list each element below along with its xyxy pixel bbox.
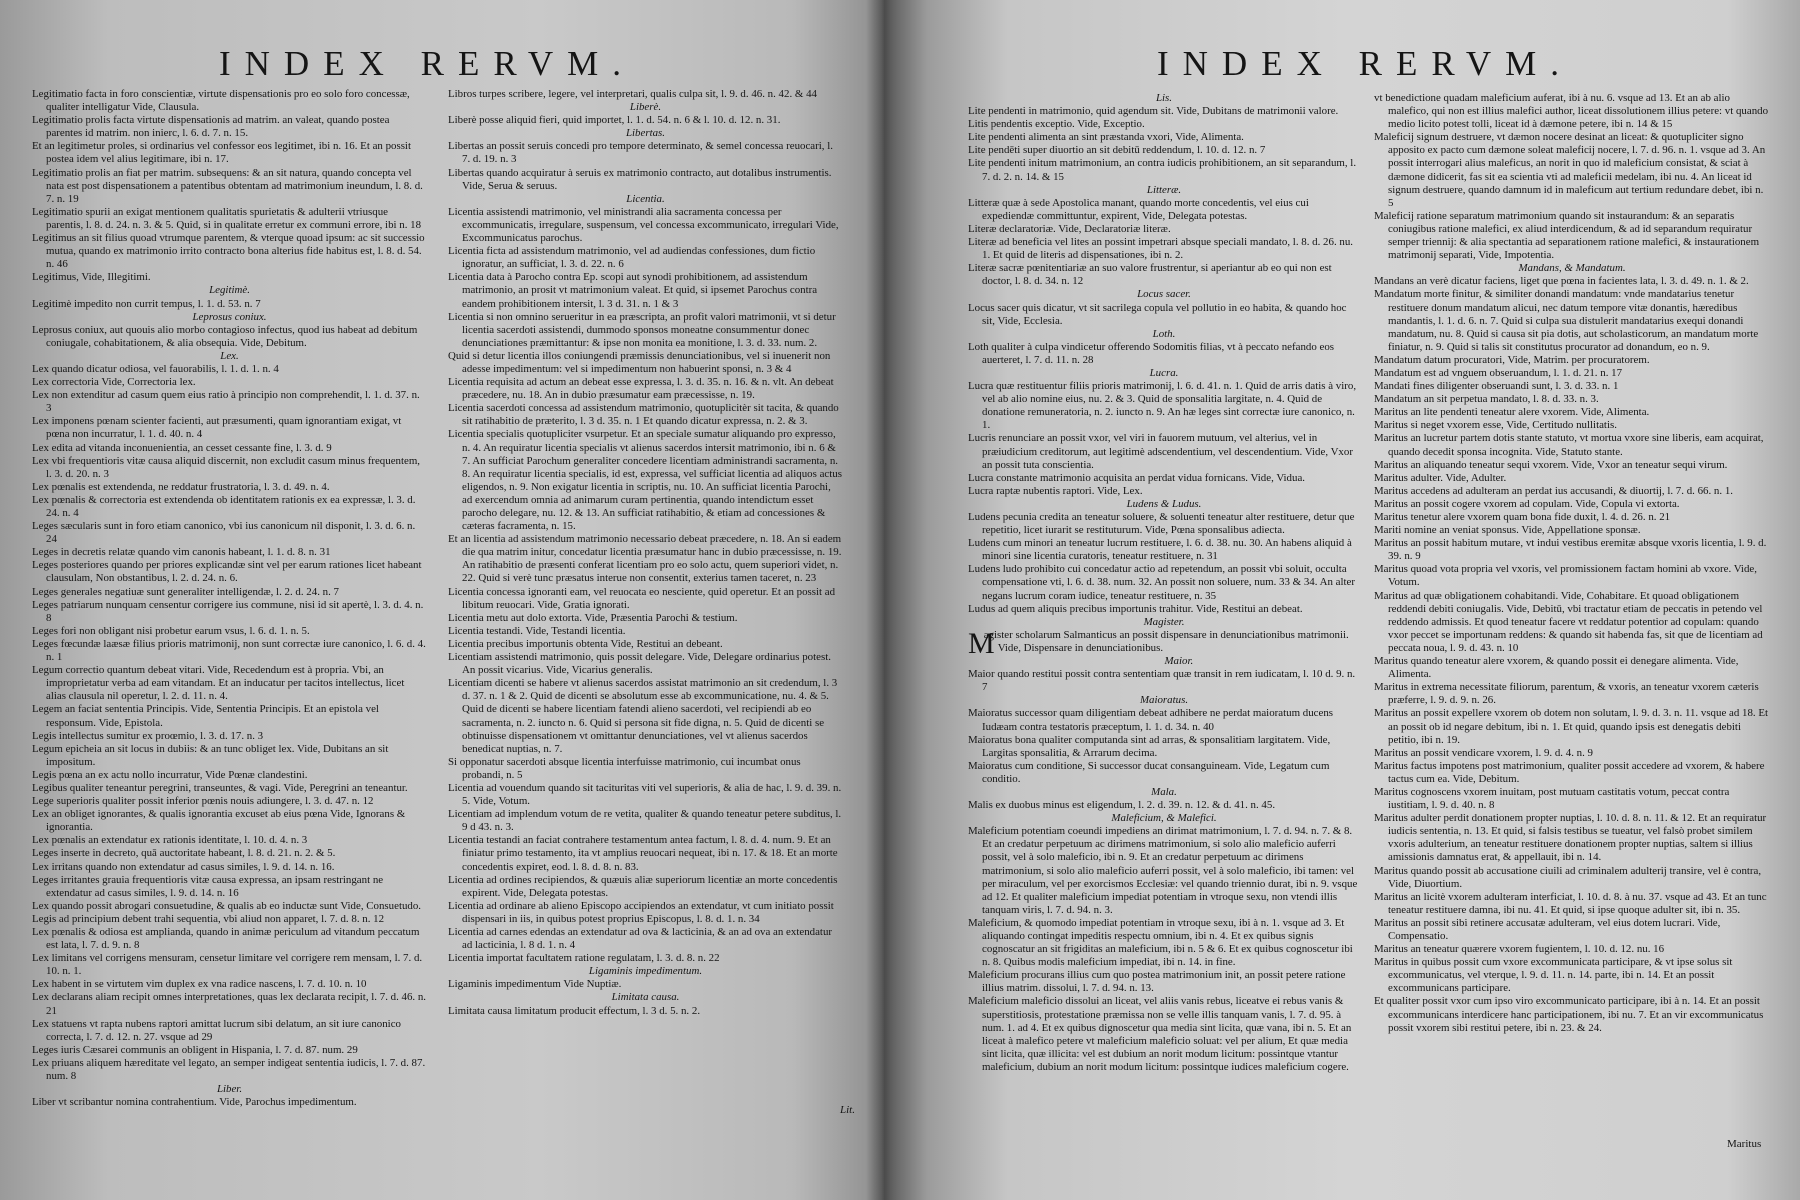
index-entry: Litteræ quæ à sede Apostolica manant, quando morte concedentis, vel eius cui expediendæ committuntur, expirent, Vide, Delegata potestas. <box>968 196 1309 222</box>
index-entry: Maritus quando possit ab accusatione ciuili ad criminalem adulterij transire, vel è contra, Vide, Diuortium. <box>1374 864 1762 890</box>
index-heading: Loth. <box>1152 327 1176 340</box>
index-heading: Locus sacer. <box>1137 288 1191 301</box>
index-entry: Maritus cognoscens vxorem inuitam, post mutuam castitatis votum, peccat contra iustitiam, l. 9. d. 40. n. 8 <box>1374 785 1730 812</box>
index-entry: Lex limitans vel corrigens mensuram, censetur limitare vel corrigere rem mensam, l. 7. d. 10. n. 1. <box>32 952 423 978</box>
index-entry: Licentia ficta ad assistendum matrimonio, vel ad audiendas confessiones, dum fictio ignoratur, an sufficiat, l. 3. d. 22. n. 6 <box>448 245 816 271</box>
index-entry: Legibus qualiter teneantur peregrini, transeuntes, & vagi. Vide, Peregrini an teneantur. <box>32 781 408 794</box>
index-entry: Lucra raptæ nubentis raptori. Vide, Lex. <box>968 484 1143 497</box>
index-entry: Lex statuens vt rapta nubens raptori amittat lucrum sibi delatum, an sit iure canonico correcta, l. 7. d. 12. n. 27. vsque ad 29 <box>32 1017 401 1043</box>
index-heading: Maior. <box>1164 655 1194 668</box>
index-entry: Mandatum morte finitur, & similiter donandi mandatum: vnde mandatarius tenetur restituere donum mandatum alicui, nec datum tempore vitæ donantis, hæredibus mandantis, l. 1. d. 6. n. 7. Quid si culpa sua distulerit mandatarius exequi donandi mandatum, nu. 8. Quid si causa sit pia dotis, aut scholasticorum, an mandatum morte finiatur, n. 9. Quid si talis sit constitutus procurator ad donandum, eo n. 9. <box>1374 288 1759 353</box>
index-entry: Licentia ad carnes edendas an extendatur ad ova & lacticinia, & an ad ova an extendatur ad lacticinia, l. 8 d. 1. n. 4 <box>448 926 833 952</box>
index-entry: Leprosus coniux, aut quouis alio morbo contagioso infectus, quod ius habeat ad debitum coniugale, cohabitationem, & alia obsequia. Vide, Debitum. <box>32 323 418 349</box>
index-entry: Maior quando restitui possit contra sententiam quæ transit in rem iudicatam, l. 10 d. 9. n. 7 <box>968 668 1356 694</box>
index-entry: Maioratus successor quam diligentiam debeat adhibere ne perdat maioratum ducens Iudæam contra testatoris præceptum, l. 1. d. 34. n. 40 <box>968 707 1334 733</box>
index-entry: Leges iuris Cæsarei communis an obligent in Hispania, l. 7. d. 87. num. 29 <box>32 1043 358 1056</box>
index-entry: Licentia ad ordinare ab alieno Episcopo accipiendos an extendatur, vt cum initiato possit dispensari in iis, in quibus potest proprius Episcopus, l. 8. d. 1. n. 34 <box>448 899 834 925</box>
index-entry: Maritus accedens ad adulteram an perdat ius accusandi, & diuortij, l. 7. d. 66. n. 1. <box>1374 484 1733 497</box>
index-heading: Limitata causa. <box>611 991 680 1004</box>
index-entry: Mandatum est ad vnguem obseruandum, l. 1. d. 21. n. 17 <box>1374 366 1623 379</box>
index-heading: Leprosus coniux. <box>192 310 267 323</box>
index-entry: Lex irritans quando non extendatur ad casus similes, l. 9. d. 14. n. 16. <box>32 860 335 873</box>
left-column-2 <box>448 88 843 1018</box>
index-entry: Legis intellectus sumitur ex proœmio, l. 3. d. 17. n. 3 <box>32 729 264 742</box>
index-entry: Maritus an lite pendenti teneatur alere vxorem. Vide, Alimenta. <box>1374 406 1650 419</box>
index-entry: Ludens pecunia credita an teneatur soluere, & soluenti teneatur alter restituere, detur que repetitio, licet iurarit se restituturum. Vide, Pœna sponsalibus adiecta. <box>968 511 1355 537</box>
index-entry: Lex imponens pœnam scienter facienti, aut præsumenti, quam ignorantiam exigat, vt pœna non incurratur, l. 1. d. 40. n. 4 <box>32 415 402 441</box>
index-entry: Legitimatio spurii an exigat mentionem qualitatis spurietatis & adulterii vtriusque parentis, l. 8. d. 24. n. 3. & 5. Quid, si in qualitate erretur ex communi errore, ibi n. 18 <box>32 205 422 231</box>
index-entry: Malis ex duobus minus est eligendum, l. 2. d. 39. n. 12. & d. 41. n. 45. <box>968 799 1276 812</box>
index-entry: Ludens cum minori an teneatur lucrum restituere, l. 6. d. 38. nu. 30. An habens aliquid à minori sine licentia curatoris, teneatur restituere, n. 31 <box>968 537 1352 563</box>
index-entry: Licentia ad ordines recipiendos, & quæuis aliæ superiorum licentiæ an morte concedentis expirent. Vide, Delegata potestas. <box>448 873 838 899</box>
index-entry: Maritus an possit vendicare vxorem, l. 9. d. 4. n. 9 <box>1374 746 1593 759</box>
index-entry: Literæ ad beneficia vel lites an possint impetrari absque speciali mandato, l. 8. d. 26. nu. 1. Et quid de literis ad dispensationes, ibi n. 2. <box>968 236 1354 262</box>
index-entry: Maleficium potentiam coeundi impediens an dirimat matrimonium, l. 7. d. 94. n. 7. & 8. Et an credatur perpetuum ac dirimens matrimonium, si solo alio maleficio auferri possit, vel à solo maleficio, ibi n. 9. Et an credatur perpetuum ac dirimens matrimonium, si solo alio maleficio auferri possit, vel à solo maleficio, ibi tamen: vel per miraculum, vel per exorcismos Ecclesiæ: vel quando triennio durat, ibi n. 9. vsque ad 12. Et qualiter maleficium impediat potentiam in vtroque sexu, non vtendi illis tanquam viris, l. 7. d. 94. n. 3. <box>968 825 1358 916</box>
index-entry: Maritus ad quæ obligationem cohabitandi. Vide, Cohabitare. Et quoad obligationem reddendi debiti coniugalis. Vide, Debitū, vbi tractatur etiam de peccatis in petendo vel reddendo admissis. Et quod teneatur facere vt reddatur potentior ad copulam: quando vxor peccet se importunam reddens: & quando sit habenda fas, sit que de licentiam ad peccata noua, l. 9. d. 43. n. 10 <box>1374 589 1763 654</box>
index-entry: Leges posteriores quando per priores explicandæ sint vel per earum rationes licet habeant clausulam, Non obstantibus, l. 2. d. 24. n. 6. <box>32 559 422 585</box>
index-entry-text: agister scholarum Salmanticus an possit dispensare in denunciationibus matrimonii. Vide, Dispensare in denunciationibus. <box>983 628 1349 654</box>
index-entry: Licentia sacerdoti concessa ad assistendum matrimonio, quotuplicitèr sit tacita, & quando sit ratihabitio de præterito, l. 3 d. 35. n. 1 Et quando dicatur expressa, n. 2. & 3. <box>448 402 839 428</box>
index-entry: Quid si detur licentia illos coniungendi præmissis denunciationibus, vel si inuenerit non adesse impedimentum: vel si impedimentum non habuerint sponsi, n. 3 & 4 <box>448 349 831 375</box>
index-heading: Lis. <box>1155 92 1173 104</box>
index-entry: Licentia importat facultatem ratione regulatam, l. 3. d. 8. n. 22 <box>448 952 720 965</box>
index-entry: Leges generales negatiuæ sunt generaliter intelligendæ, l. 2. d. 24. n. 7 <box>32 585 339 598</box>
index-entry: Licentia assistendi matrimonio, vel ministrandi alia sacramenta concessa per excommunicatis, irregulare, suspensum, vel concessa excommunicato, irregulari Vide, Excommunicatus parochus. <box>448 205 839 245</box>
index-entry: Licentia requisita ad actum an debeat esse expressa, l. 3. d. 35. n. 16. & n. vlt. An debeat præcedere, nu. 18. An in dubio præsumatur eam præcessisse, n. 19. <box>448 376 834 402</box>
index-entry: Mariti nomine an veniat sponsus. Vide, Appellatione sponsæ. <box>1374 524 1641 537</box>
index-entry: Lex correctoria Vide, Correctoria lex. <box>32 376 196 389</box>
index-entry: Legum epicheia an sit locus in dubiis: & an tunc obliget lex. Vide, Dubitans an sit impositum. <box>32 742 389 768</box>
index-entry: Legitimatio prolis an fiat per matrim. subsequens: & an sit natura, quando concepta vel nata est post dispensationem a patentibus obtentam ad matrimonium ineundum, l. 8. d. 7. n. 19 <box>32 166 423 205</box>
index-entry: Liberè posse aliquid fieri, quid importet, l. 1. d. 54. n. 6 & l. 10. d. 12. n. 31. <box>448 114 781 127</box>
index-entry: Maleficij signum destruere, vt dæmon nocere desinat an liceat: & quotupliciter signo apposito ex pacto cum dæmone soleat maleficij nocere, l. 7. d. 96. n. 1. vsque ad 3. An possit interrogari alius maleficus, an norit in quo id maleficium consistat, & sciat à dæmone didicerit, fas sit ea scientia vti ad maleficii medelam, ibi nu. 4. An liceat id signum destruere, quando damnum id in maleficum aut tertium redundare debet, ibi n. 5 <box>1374 131 1766 209</box>
index-entry: Locus sacer quis dicatur, vt sit sacrilega copula vel pollutio in eo habita, & quando hoc sit, Vide, Ecclesia. <box>968 301 1347 327</box>
index-entry: Licentia testandi. Vide, Testandi licentia. <box>448 624 626 637</box>
index-entry: Maleficium, & quomodo impediat potentiam in vtroque sexu, ibi à n. 1. vsque ad 3. Et aliquando contingat impeditis respectu omnium, ibi n. 4. Et ex quibus signis cognoscatur an sit frigiditas an maleficium, ibi n. 5 & 6. Et ex quibus cognoscetur ibi n. 8. Quibus modis maleficium impediat, ibi n. 14. in fine. <box>968 916 1353 969</box>
left-page <box>28 0 866 1200</box>
index-entry: Leges inserte in decreto, quā auctoritate habeant, l. 8. d. 21. n. 2. & 5. <box>32 847 336 860</box>
index-entry: Libertas quando acquiratur à seruis ex matrimonio contracto, aut dotalibus instrumentis. Vide, Serua & seruus. <box>448 166 832 192</box>
index-entry: Licentia specialis quotupliciter vsurpetur. Et an speciale sumatur aliquando pro expresso, n. 4. An requiratur licentia specialis vt alienus sacerdos intersit matrimonio, ibi n. 6 & 7. An sufficiat Parochum generaliter concedere licentiam administrandi sacramenta, n. 8. An requiratur licentia specialis, id est, expressa, vel sufficiat licentia ad aliquos actus eligendos, n. 9. Non exigatur licentia in scriptis, nu. 10. An sufficiat licentia Parochi, ad exercendum omnia ad animarum curam pertinentia, quando intendictum esset parocho delegare, nu. 12. & 13. An sufficiat ratihabitio, & etiam ad concessiones & cæteras facramenta, n. 15. <box>448 428 842 533</box>
index-entry: Maritus factus impotens post matrimonium, qualiter possit accedere ad vxorem, & habere tactus cum ea. Vide, Debitum. <box>1374 759 1765 785</box>
drop-capital: M <box>968 626 995 660</box>
index-entry: Licentia testandi an faciat contrahere testamentum antea factum, l. 8. d. 4. num. 9. Et an finiatur primo testamento, ita vt amplius reuocari nequeat, ibi n. 17. & 18. Et an morte concedentis expiret, eod. l. 8. d. 8. n. 83. <box>448 834 838 873</box>
index-entry: Lex habent in se virtutem vim duplex ex vna radice nascens, l. 7. d. 10. n. 10 <box>32 978 367 991</box>
index-entry: Lex an obliget ignorantes, & qualis ignorantia excuset ab eius pœna Vide, Ignorans & ignorantia. <box>32 808 406 834</box>
index-entry: Legis ad principium debent trahi sequentia, vbi aliud non apparet, l. 7. d. 8. n. 12 <box>32 912 385 925</box>
right-column-2 <box>1374 92 1770 1035</box>
index-entry: Maritus an possit habitum mutare, vt indui vestibus eremitæ absque vxoris licentia, l. 9. d. 39. n. 9 <box>1374 537 1767 563</box>
index-entry: Leges irritantes grauia frequentioris vitæ causa expressa, an ipsam restringant ne extendatur ad casus similes, l. 9. d. 14. n. 16 <box>32 873 384 899</box>
index-entry: Legitimus an sit filius quoad vtrumque parentem, & vterque quoad ipsum: ac sit successio mutua, quando ex matrimonio irrito contracto bona alterius fide habitus est, l. 8. d. 54. n. 46 <box>32 232 425 271</box>
index-entry: Libertas an possit seruis concedi pro tempore determinato, & semel concessa reuocari, l. 7. d. 19. n. 3 <box>448 140 833 166</box>
index-entry: Mandatum an sit perpetua mandato, l. 8. d. 33. n. 3. <box>1374 393 1599 406</box>
index-heading: Litteræ. <box>1146 183 1182 196</box>
index-entry: Legis pœna an ex actu nollo incurratur, Vide Pœnæ clandestini. <box>32 768 308 781</box>
index-entry: Legitimatio facta in foro conscientiæ, virtute dispensationis pro eo solo foro concessæ, qualiter intelligatur Vide, Clausula. <box>32 88 410 114</box>
index-heading: Liberè. <box>629 101 662 114</box>
index-entry: Ludens ludo prohibito cui concedatur actio ad repetendum, an possit vbi soluit, occulta compensatione vti, l. 6. d. 38. num. 32. An possit non soluere, num. 33 & 34. An alter negans lucrum coram iudice, teneatur restituere, n. 35 <box>968 563 1355 602</box>
index-heading: Lex. <box>220 349 239 362</box>
index-entry: Mandatum datum procuratori, Vide, Matrim. per procuratorem. <box>1374 353 1650 366</box>
index-entry: Lite pendenti in matrimonio, quid agendum sit. Vide, Dubitans de matrimonii valore. <box>968 105 1339 118</box>
index-entry: Lex edita ad vitanda inconuenientia, an cesset cessante fine, l. 3. d. 9 <box>32 441 332 454</box>
index-entry: Maritus in quibus possit cum vxore excommunicata participare, & vt ipse solus sit excommunicatus, vel vterque, l. 9. d. 11. n. 14. parte, ibi n. 14. Et an possit excommunicans participare. <box>1374 956 1733 995</box>
index-entry: Lucris renunciare an possit vxor, vel viri in fauorem mutuum, vel alterius, vel in præiudicium creditorum, aut legitimè adscendentium, vel descendentium. Vide, Vxor an possit tuta conscientia. <box>968 432 1353 471</box>
right-column-1 <box>968 92 1360 1074</box>
index-heading: Licentia. <box>626 192 665 205</box>
index-entry: Lex pœnalis & correctoria est extendenda ob identitatem rationis ex ea expressæ, l. 3. d. 24. n. 4 <box>32 493 416 519</box>
index-entry: Maritus adulter perdit donationem propter nuptias, l. 10. d. 8. n. 11. & 12. Et an requiratur iudicis sententia, n. 13. Et quid, si falsis testibus se tueatur, vel falsò probet similem vxoris adulterium, an teneatur restituere donationem propter nuptias, saltem si illius amissionis damnatus erat, & appellauit, ibi n. 14. <box>1374 812 1767 864</box>
index-entry: Legum correctio quantum debeat vitari. Vide, Recedendum est à propria. Vbi, an improprietatur verba ad eam vitandam. Et an inducatur per tacitos intellectus, licet alias clausula nil operetur, l. 2. d. 11. n. 4. <box>32 664 405 703</box>
index-entry: Maritus an possit expellere vxorem ob dotem non solutam, l. 9. d. 3. n. 11. vsque ad 18. Et an possit ob id negare debitum, ibi n. 1. Et quid, quando ipsis est denegatis debiti petitio, ibi n. 19. <box>1374 707 1769 746</box>
index-entry: Ludus ad quem aliquis precibus importunis trahitur. Vide, Restitui an debeat. <box>968 602 1303 615</box>
index-heading: Ligaminis impedimentum. <box>588 965 703 978</box>
index-entry: Leges fœcundæ laæsæ filius prioris matrimonij, non sunt correctæ iure canonico, l. 6. d. 4. n. 1 <box>32 637 426 664</box>
index-entry: Leges in decretis relatæ quando vim canonis habeant, l. 1. d. 8. n. 31 <box>32 546 331 559</box>
index-entry: Litis pendentis exceptio. Vide, Exceptio. <box>968 118 1145 131</box>
index-entry: Maritus quando teneatur alere vxorem, & quando possit ei denegare alimenta. Vide, Alimenta. <box>1374 655 1739 681</box>
index-entry: Maritus an lucretur partem dotis stante statuto, vt mortua vxore sine liberis, eam acquirat, quando decedit sponsa incognita. Vide, Statuto stante. <box>1374 432 1764 458</box>
index-entry: Lite pendenti alimenta an sint præstanda vxori, Vide, Alimenta. <box>968 131 1244 144</box>
index-entry: Maritus an possit cogere vxorem ad copulam. Vide, Copula vi extorta. <box>1374 497 1680 510</box>
index-entry: Lex pœnalis an extendatur ex rationis identitate, l. 10. d. 4. n. 3 <box>32 834 308 847</box>
index-entry: Legem an faciat sententia Principis. Vide, Sententia Principis. Et an epistola vel responsum. Vide, Epistola. <box>32 703 379 729</box>
index-heading: Liber. <box>216 1083 243 1096</box>
index-entry: Maleficium procurans illius cum quo postea matrimonium init, an possit petere ratione illius matrim. dissolui, l. 7. d. 94. n. 13. <box>968 969 1346 995</box>
index-entry: Lege superioris qualiter possit inferior pœnis nouis adiungere, l. 3. d. 47. n. 12 <box>32 795 374 808</box>
index-entry: Limitata causa limitatum producit effectum, l. 3 d. 5. n. 2. <box>448 1004 701 1017</box>
index-heading: Lucra. <box>1149 366 1179 379</box>
index-heading: Libertas. <box>625 127 666 140</box>
index-entry: Et qualiter possit vxor cum ipso viro excommunicato participare, ibi à n. 14. Et an possit excommunicans interdicere hanc participationem, ibi nu. 7. Et an vir excommunicatus possit vxorem sibi restitui petere, ibi n. 23. & 24. <box>1374 995 1764 1034</box>
index-entry: Legitimatio prolis facta virtute dispensationis ad matrim. an valeat, quando postea parentes id matrim. non inierc, l. 6. d. 7. n. 15. <box>32 114 390 140</box>
index-entry: Maritus an aliquando teneatur sequi vxorem. Vide, Vxor an teneatur sequi virum. <box>1374 458 1728 471</box>
index-heading: Magister. <box>1143 615 1185 628</box>
index-entry: Licentia ad vouendum quando sit tacituritas viti vel superioris, & alia de hac, l. 9. d. 39. n. 5. Vide, Votum. <box>448 781 842 808</box>
index-heading: Mandans, & Mandatum. <box>1518 262 1626 275</box>
index-entry: Et an licentia ad assistendum matrimonio necessario debeat præcedere, n. 18. An si eadem die qua matrim initur, concedatur licentia præsumatur hanc in dubio præcessisse, n. 19. An ratihabitio de præsenti conferat licentiam pro eo solo actu, quem superiori videt, n. 22. Quid si verè tunc præsatus interue non consentit, exterius tamen taceret, n. 23 <box>448 533 842 585</box>
index-entry: Lite pendēti super diuortio an sit debitū reddendum, l. 10. d. 12. n. 7 <box>968 144 1266 157</box>
index-entry: Leges sæcularis sunt in foro etiam canonico, vbi ius canonicum nil disponit, l. 3. d. 6. n. 24 <box>32 520 416 546</box>
running-head-right: INDEX RERVM. <box>1156 44 1574 83</box>
index-entry: Maioratus bona qualiter computanda sint ad arras, & sponsalitiam largitatem. Vide, Largitas sponsalitia, & Arrarum decima. <box>968 733 1331 759</box>
index-entry: Maritus si neget vxorem esse, Vide, Certitudo nullitatis. <box>1374 419 1617 432</box>
index-entry: Lex non extenditur ad casum quem eius ratio à principio non comprehendit, l. 1. d. 37. n. 3 <box>32 389 420 415</box>
index-entry: Lex pœnalis est extendenda, ne reddatur frustratoria, l. 3. d. 49. n. 4. <box>32 480 330 493</box>
index-entry: Maleficium maleficio dissolui an liceat, vel aliis vanis rebus, liceatve ei rebus vanis & superstitiosis, protestatione præmissa non se velle illis tanquam vanis, l. 7. d. 95. à num. 1. ad 4. Et ex quibus dignoscetur qua media sint licita, quæ vana, ibi n. 5. Et an liceat à malefico petere vt maleficium maleficio soluat: vel per alium, Et quæ media sint licita, quæ illicita: vel est dubium an norit modum licitum: possintque vtantur maleficium, dubium an norit modum licitum: possintque iudices maleficium cogere. <box>968 995 1352 1073</box>
index-entry: Maleficij ratione separatum matrimonium quando sit instaurandum: & an separatis coniugibus ratione malefici, ex aliud interdicendum, & ad id separandum requiratur semper triennij: & alia spectantia ad separationem ratione malefici, & instaurationem matrimonij separati, Vide, Impotentia. <box>1374 209 1760 262</box>
index-entry: Licentia metu aut dolo extorta. Vide, Præsentia Parochi & testium. <box>448 611 738 624</box>
index-entry: Literæ sacræ pœnitentiariæ an suo valore frustrentur, si aperiantur ab eo qui non est doctor, l. 8. d. 34. n. 12 <box>968 262 1332 288</box>
index-entry: Legitimus, Vide, Illegitimi. <box>32 271 151 284</box>
index-entry: Lex quando possit abrogari consuetudine, & qualis ab eo inductæ sunt Vide, Consuetudo. <box>32 899 422 912</box>
index-entry: Lex quando dicatur odiosa, vel fauorabilis, l. 1. d. 1. n. 4 <box>32 362 279 375</box>
index-entry: Maritus tenetur alere vxorem quam bona fide duxit, l. 4. d. 26. n. 21 <box>1374 511 1671 523</box>
index-entry: Licentia data à Parocho contra Ep. scopi aut synodi prohibitionem, ad assistendum matrimonio, an prosit vt matrimonium valeat. Et quid, si ipsemet Parochus contra eandem prohibitionem intersit, l. 3 d. 31. n. 1 & 3 <box>448 271 818 310</box>
index-entry: Libros turpes scribere, legere, vel interpretari, qualis culpa sit, l. 9. d. 46. n. 42. & 44 <box>448 88 817 100</box>
index-entry: Licentiam assistendi matrimonio, quis possit delegare. Vide, Delegare ordinarius potest. An possit vicarius. Vide, Vicarius generalis. <box>448 651 831 677</box>
index-entry: Maritus an possit sibi retinere accusatæ adulteram, vel eius dotem lucrari. Vide, Compensatio. <box>1374 916 1721 942</box>
index-entry: Lite pendenti initum matrimonium, an contra iudicis prohibitionem, an sit separandum, l. 7. d. 2. n. 14. & 15 <box>968 157 1357 183</box>
index-entry: Maioratus cum conditione, Si successor ducat consanguineam. Vide, Legatum cum conditio. <box>968 759 1330 785</box>
index-entry <box>968 626 1360 660</box>
index-entry: vt benedictione quadam maleficium auferat, ibi à nu. 6. vsque ad 13. Et an ab alio malefico, qui non est illius malefici author, liceat dissolutionem illius petere: vt quando medio licito potest tolli, liceat id à dæmone petere, ibi n. 14 & 15 <box>1374 92 1769 131</box>
index-entry: Licentia si non omnino serueritur in ea præscripta, an profit valori matrimonii, vt si detur licentia sacerdoti assistendi, dummodo sponsos moneatne consummentur donec denunciationes præmittantur: & ipse non monita ea monitione, l. 3. d. 33. num. 2. <box>448 310 836 349</box>
index-entry: Licentia concessa ignoranti eam, vel reuocata eo nesciente, quid operetur. Et an possit ad libitum reuocari. Vide, Gratia ignorati. <box>448 585 836 611</box>
left-column-1 <box>32 88 427 1109</box>
index-entry: Mandati fines diligenter obseruandi sunt, l. 3. d. 33. n. 1 <box>1374 380 1619 393</box>
index-entry: Licentia precibus importunis obtenta Vide, Restitui an debeant. <box>448 637 723 650</box>
index-entry: Liber vt scribantur nomina contrahentium. Vide, Parochus impedimentum. <box>32 1096 357 1109</box>
index-entry: Leges fori non obligant nisi probetur earum vsus, l. 6. d. 1. n. 5. <box>32 624 310 637</box>
index-entry: Lex pœnalis & odiosa est amplianda, quando in animæ periculum ad vitandum peccatum est lata, l. 7. d. 9. n. 8 <box>32 926 420 952</box>
index-entry: Loth qualiter à culpa vindicetur offerendo Sodomitis filias, vt à peccato nefando eos auerteret, l. 7. d. 11. n. 28 <box>968 340 1335 366</box>
index-heading: Maleficium, & Malefici. <box>1111 812 1217 825</box>
index-entry: Maritus in extrema necessitate filiorum, parentum, & vxoris, an teneatur vxorem cæteris præferre, l. 9. d. 9. n. 26. <box>1374 681 1759 707</box>
index-entry: Maritus an teneatur quærere vxorem fugientem, l. 10. d. 12. nu. 16 <box>1374 943 1665 956</box>
index-entry: Si opponatur sacerdoti absque licentia interfuisse matrimonio, cui incumbat onus probandi, n. 5 <box>448 755 801 781</box>
right-page <box>930 0 1780 1200</box>
index-heading: Legitimè. <box>209 284 250 297</box>
catchword-left: Lit. <box>840 1104 855 1116</box>
index-entry: Licentiam dicenti se habere vt alienus sacerdos assistat matrimonio an sit credendum, l. 3 d. 37. n. 1 & 2. Quid de dicenti se absolutum esse ab excommunicatione, nu. 4. & 5. Quid de dicenti se habere licentiam fatendi alieno sacerdoti, vel recipiendi ab eo sacramenta, n. 2. iuncto n. 6. Quid si persona sit fide digna, n. 5. Quid de dicenti se obtinuisse dispensationem vt omittantur denunciationes, vel vt alienus sacerdos benedicat nuptias, n. 7. <box>448 677 838 755</box>
index-entry: Maritus adulter. Vide, Adulter. <box>1374 471 1507 484</box>
index-heading: Ludens & Ludus. <box>1126 497 1202 510</box>
index-entry: Lex priuans aliquem hæreditate vel legato, an semper indigeat sententia iudicis, l. 7. d. 87. num. 8 <box>32 1056 426 1083</box>
catchword-right: Maritus <box>1727 1138 1762 1150</box>
index-entry: Maritus an licitè vxorem adulteram interficiat, l. 10. d. 8. à nu. 37. vsque ad 43. Et an tunc teneatur restituere damna, ibi nu. 41. Et quid, si ipse quoque adulter sit, ibi n. 35. <box>1374 890 1767 916</box>
book-gutter <box>866 0 900 1200</box>
index-heading: Mala. <box>1151 785 1177 798</box>
index-entry: Lex declarans aliam recipit omnes interpretationes, quas lex declarata recipit, l. 7. d. 46. n. 21 <box>32 991 427 1017</box>
index-entry: Mandans an verè dicatur faciens, liget que pœna in facientes lata, l. 3. d. 49. n. 1. & 2. <box>1374 275 1749 288</box>
index-entry: Leges patriarum nunquam censentur corrigere ius commune, nisi id sit apertè, l. 3. d. 4. n. 8 <box>32 598 424 624</box>
running-head-left: INDEX RERVM. <box>218 44 636 83</box>
index-heading: Maioratus. <box>1139 694 1189 707</box>
index-entry: Lucra quæ restituentur filiis prioris matrimonij, l. 6. d. 41. n. 1. Quid de arris datis à viro, vel ab alio nomine eius, nu. 2. & 3. Quid de sponsalitia largitate, n. 4. Quid de donatione remuneratoria, n. 2. iuncto n. 9. An hæ leges sint correctæ iure canonico, n. 1. <box>968 380 1357 432</box>
index-entry: Maritus quoad vota propria vel vxoris, vel promissionem factam homini ab vxore. Vide, Votum. <box>1374 563 1757 589</box>
index-entry: Lucra constante matrimonio acquisita an perdat vidua fornicans. Vide, Vidua. <box>968 471 1306 484</box>
index-entry: Lex vbi frequentioris vitæ causa aliquid discernit, non excludit casum minus frequentem, l. 3. d. 20. n. 3 <box>32 454 421 480</box>
index-entry: Ligaminis impedimentum Vide Nuptiæ. <box>448 978 622 991</box>
index-entry: Legitimè impedito non currit tempus, l. 1. d. 53. n. 7 <box>32 297 261 310</box>
index-entry: Licentiam ad implendum votum de re vetita, qualiter & quando teneatur petere subditus, l. 9 d 43. n. 3. <box>448 808 842 834</box>
index-entry: Literæ declaratoriæ. Vide, Declaratoriæ literæ. <box>968 222 1171 235</box>
index-entry: Et an legitimetur proles, si ordinarius vel confessor eos legitimet, ibi n. 16. Et an possit postea idem vel alius legitimare, ibi n. 17. <box>32 140 411 166</box>
